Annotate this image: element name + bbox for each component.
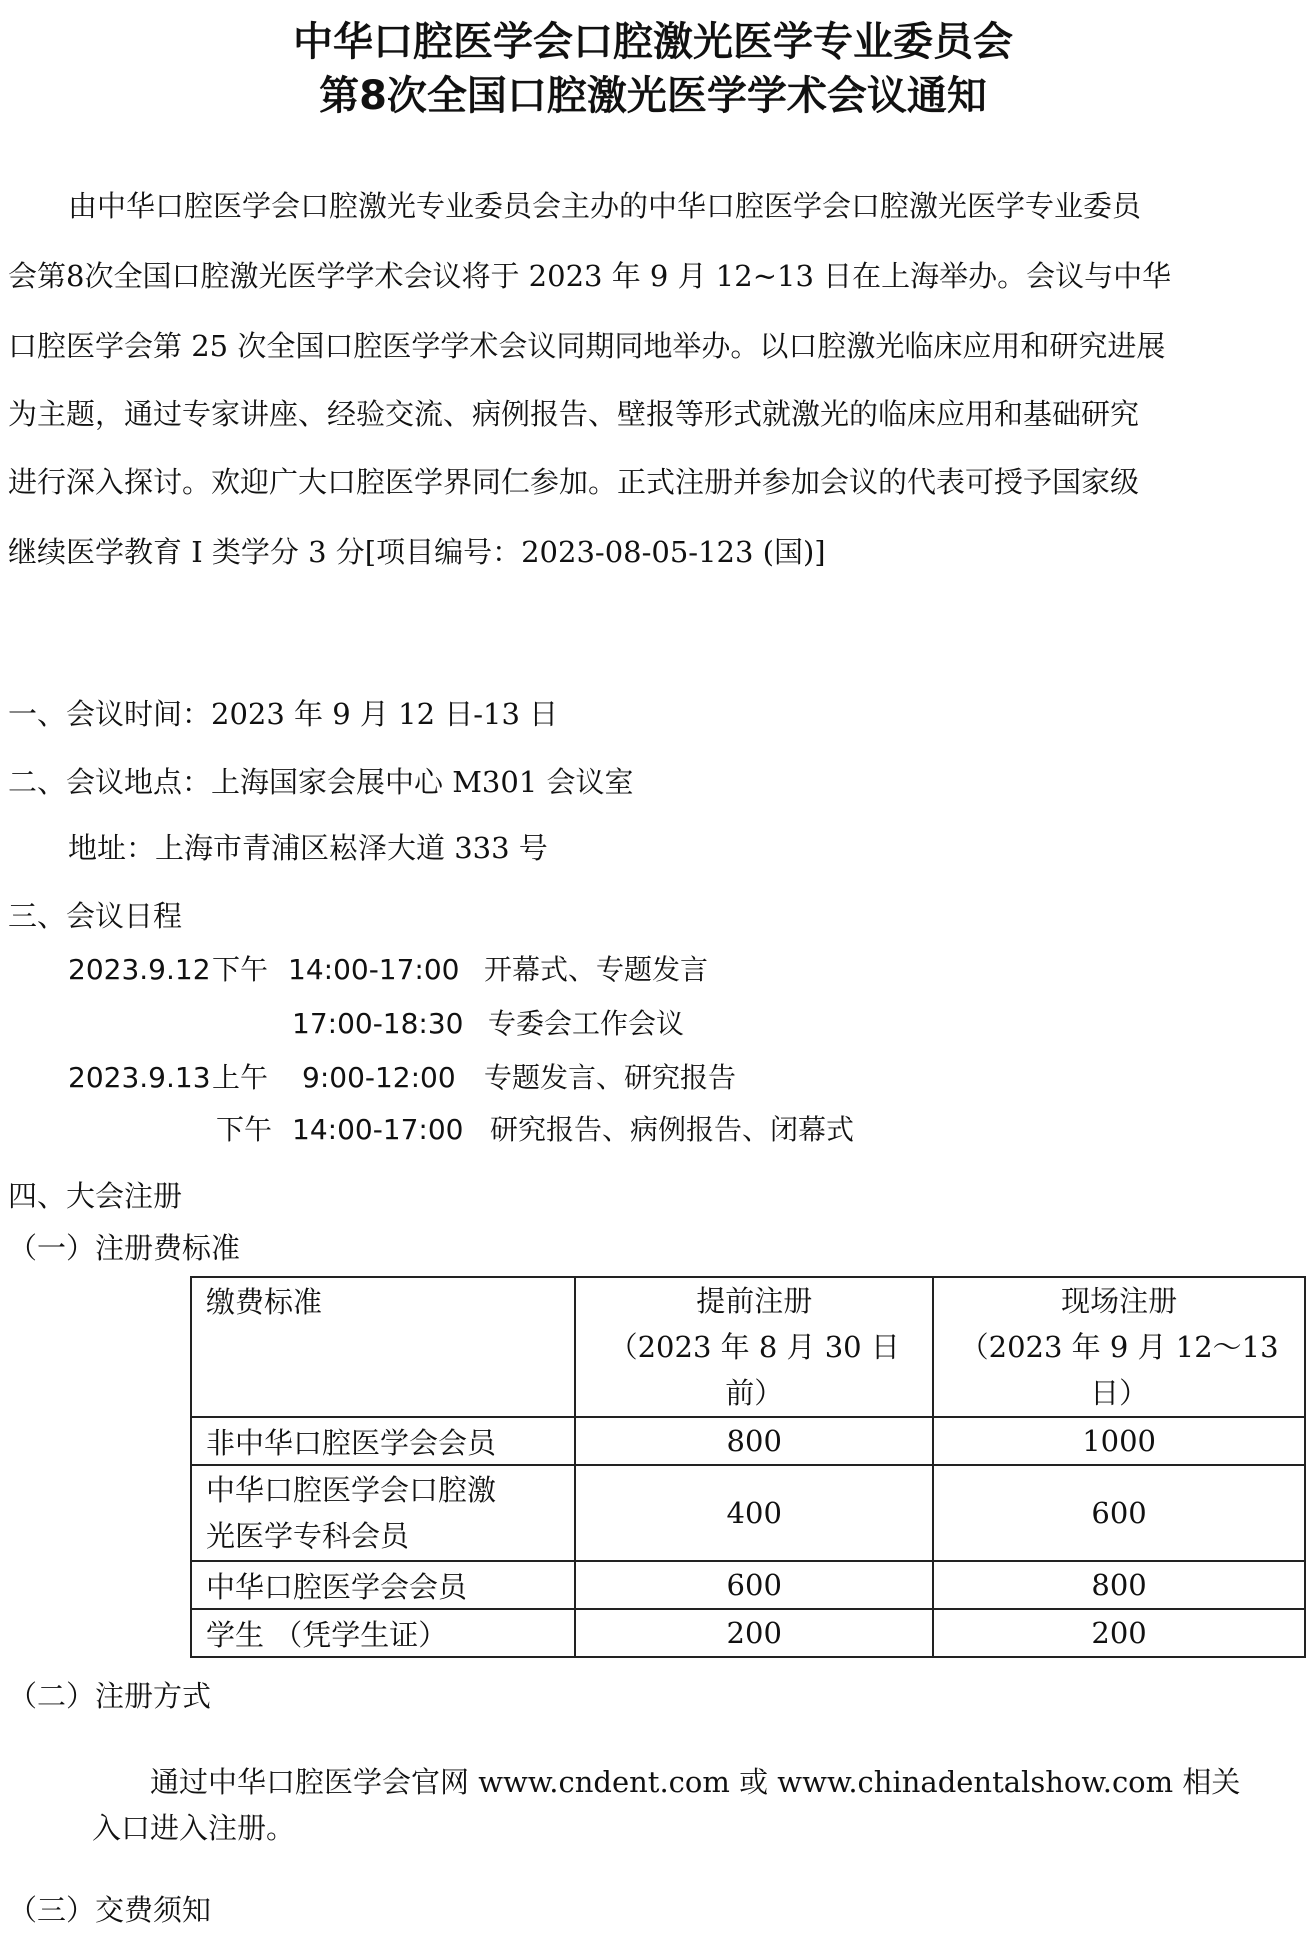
row-early-fee: 600 <box>575 1561 933 1609</box>
row-early-fee: 800 <box>575 1417 933 1465</box>
registration-heading: 四、大会注册 <box>8 1179 183 1213</box>
document-title-line1: 中华口腔医学会口腔激光医学专业委员会 <box>293 19 1013 65</box>
row-early-fee: 400 <box>575 1465 933 1561</box>
fee-standard-heading: （一）注册费标准 <box>8 1231 241 1265</box>
meeting-time: 一、会议时间：2023 年 9 月 12 日-13 日 <box>8 697 559 731</box>
schedule-time: 9:00-12:00 <box>302 1061 456 1094</box>
intro-line: 由中华口腔医学会口腔激光专业委员会主办的中华口腔医学会口腔激光医学专业委员 <box>68 189 1142 223</box>
schedule-event: 研究报告、病例报告、闭幕式 <box>490 1113 855 1146</box>
header-early-label: 提前注册 <box>696 1284 813 1318</box>
header-onsite-note: （2023 年 9 月 12～13 日） <box>959 1330 1279 1410</box>
meeting-venue: 二、会议地点：上海国家会展中心 M301 会议室 <box>8 765 634 799</box>
table-row <box>191 1417 1305 1465</box>
intro-line: 为主题，通过专家讲座、经验交流、病例报告、壁报等形式就激光的临床应用和基础研究 <box>8 397 1140 431</box>
row-onsite-fee: 600 <box>933 1465 1305 1561</box>
header-category-label: 缴费标准 <box>206 1285 323 1319</box>
table-row <box>191 1465 1305 1561</box>
table-row <box>191 1561 1305 1609</box>
header-onsite-label: 现场注册 <box>1061 1284 1178 1318</box>
intro-line: 口腔医学会第 25 次全国口腔医学学术会议同期同地举办。以口腔激光临床应用和研究进展 <box>8 329 1166 363</box>
row-category-line: 光医学专科会员 <box>206 1519 410 1553</box>
payment-notice-heading: （三）交费须知 <box>8 1893 212 1927</box>
intro-line: 会第8次全国口腔激光医学学术会议将于 2023 年 9 月 12~13 日在上海举办。会议与中华 <box>8 259 1172 293</box>
row-category: 非中华口腔医学会会员 <box>191 1417 575 1465</box>
row-category-line: 中华口腔医学会口腔激 <box>206 1473 497 1507</box>
fee-table-header-onsite <box>933 1277 1305 1417</box>
registration-method-heading: （二）注册方式 <box>8 1679 212 1713</box>
row-category <box>191 1465 575 1561</box>
row-onsite-fee: 1000 <box>933 1417 1305 1465</box>
document-title-line2: 第8次全国口腔激光医学学术会议通知 <box>319 73 987 119</box>
agenda-heading: 三、会议日程 <box>8 899 183 933</box>
schedule-time: 14:00-17:00 <box>288 953 460 986</box>
schedule-date: 2023.9.13 <box>68 1061 211 1094</box>
registration-method-line1: 通过中华口腔医学会官网 www.cndent.com 或 www.chinadentalshow.com 相关 <box>150 1765 1241 1799</box>
schedule-event: 专委会工作会议 <box>488 1007 685 1040</box>
row-onsite-fee: 800 <box>933 1561 1305 1609</box>
registration-method-line2: 入口进入注册。 <box>92 1811 296 1845</box>
fee-table <box>190 1276 1306 1658</box>
schedule-date: 2023.9.12 <box>68 953 211 986</box>
row-onsite-fee: 200 <box>933 1609 1305 1657</box>
row-category: 学生 （凭学生证） <box>191 1609 575 1657</box>
fee-table-header-category <box>191 1277 575 1417</box>
intro-line: 继续医学教育 I 类学分 3 分[项目编号：2023-08-05-123 (国)] <box>8 535 826 569</box>
schedule-time: 14:00-17:00 <box>292 1113 464 1146</box>
schedule-period: 下午 <box>216 1113 273 1146</box>
header-early-note: （2023 年 8 月 30 日前） <box>608 1330 900 1410</box>
schedule-event: 开幕式、专题发言 <box>484 953 709 986</box>
fee-table-header-row <box>191 1277 1305 1417</box>
row-early-fee: 200 <box>575 1609 933 1657</box>
schedule-period: 下午 <box>212 953 269 986</box>
table-row <box>191 1609 1305 1657</box>
schedule-time: 17:00-18:30 <box>292 1007 464 1040</box>
schedule-period: 上午 <box>212 1061 269 1094</box>
row-category: 中华口腔医学会会员 <box>191 1561 575 1609</box>
schedule-event: 专题发言、研究报告 <box>484 1061 737 1094</box>
intro-line: 进行深入探讨。欢迎广大口腔医学界同仁参加。正式注册并参加会议的代表可授予国家级 <box>8 465 1140 499</box>
fee-table-header-early <box>575 1277 933 1417</box>
meeting-address: 地址：上海市青浦区崧泽大道 333 号 <box>68 831 548 865</box>
